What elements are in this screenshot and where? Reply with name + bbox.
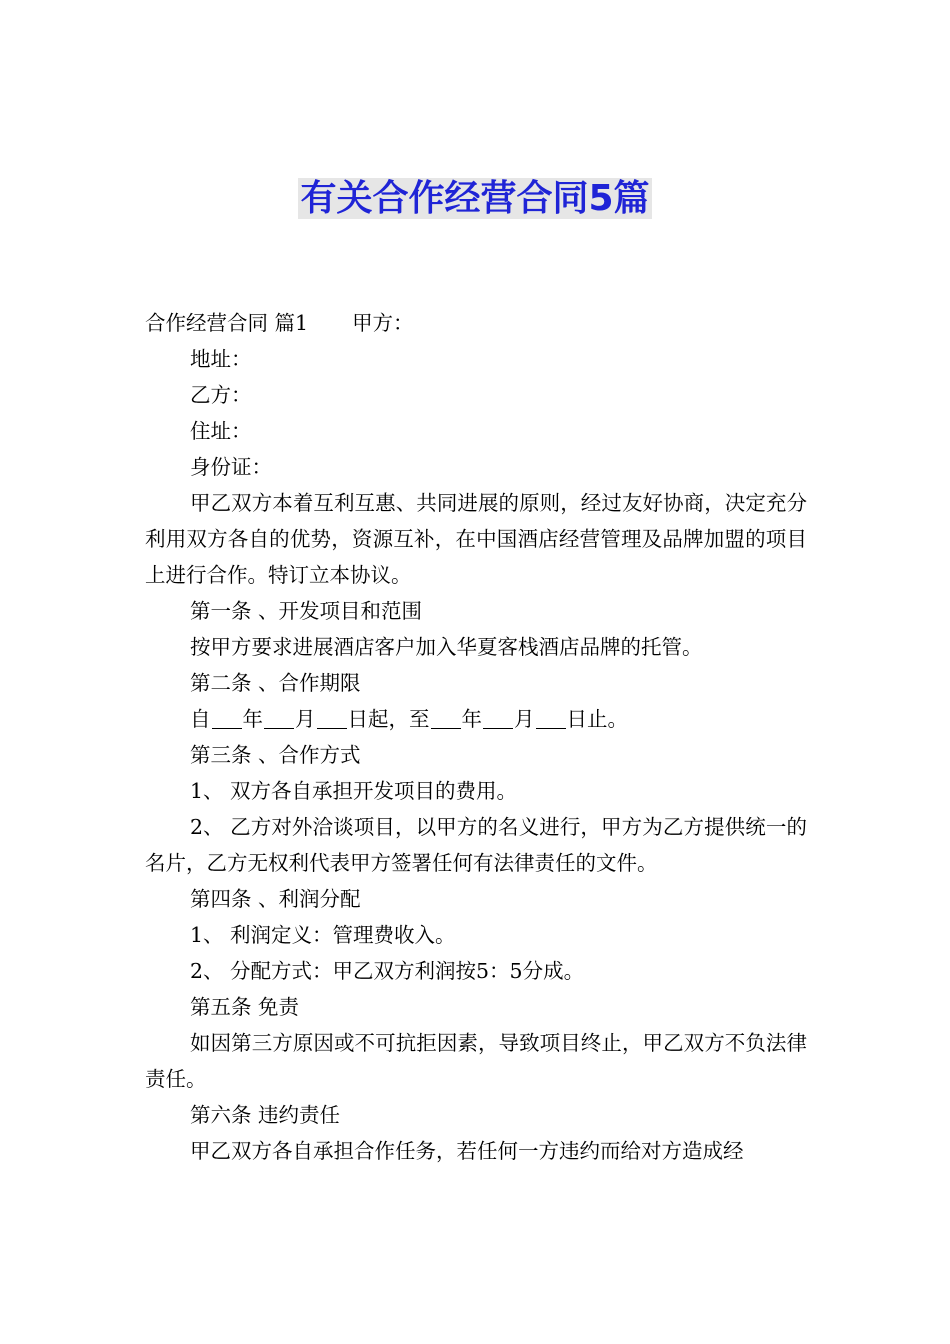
section-heading-line [145, 305, 807, 341]
item-text: 分配方式：甲乙双方利润按5：5分成。 [230, 959, 585, 983]
item-text: 利润定义：管理费收入。 [230, 923, 456, 947]
article-2-period [145, 701, 807, 737]
document-title-text: 有关合作经营合同5篇 [300, 178, 650, 219]
intro-paragraph: 甲乙双方本着互利互惠、共同进展的原则，经过友好协商，决定充分利用双方各自的优势，资源互补，在中国酒店经营管理及品牌加盟的项目上进行合作。特订立本协议。 [145, 491, 807, 587]
blank-line [317, 708, 347, 730]
blank-line [212, 708, 242, 730]
article-3-item-2 [145, 809, 807, 881]
item-text: 双方各自承担开发项目的费用。 [230, 779, 517, 803]
blank-line [431, 708, 461, 730]
period-text: 年 [461, 707, 482, 731]
item-number: 1、 [190, 923, 224, 947]
address-field: 地址： [190, 347, 252, 371]
party-b-field: 乙方： [190, 383, 252, 407]
article-2-title: 第二条 、合作期限 [190, 671, 361, 695]
blank-line [264, 708, 294, 730]
article-6-title: 第六条 违约责任 [190, 1103, 341, 1127]
article-3-title: 第三条 、合作方式 [190, 743, 361, 767]
period-text: 日起，至 [347, 707, 430, 731]
period-text: 日止。 [566, 707, 628, 731]
period-text: 年 [242, 707, 263, 731]
article-4-item-1 [145, 917, 807, 953]
document-body [145, 305, 807, 1169]
article-5-text: 如因第三方原因或不可抗拒因素，导致项目终止，甲乙双方不负法律责任。 [145, 1031, 807, 1091]
period-text: 月 [514, 707, 535, 731]
article-4-item-2 [145, 953, 807, 989]
party-a-label: 甲方： [352, 311, 414, 335]
article-3-item-1 [145, 773, 807, 809]
document-title [0, 176, 950, 222]
section-label: 合作经营合同 篇1 [145, 311, 309, 335]
id-card-field: 身份证： [190, 455, 272, 479]
period-text: 自 [190, 707, 211, 731]
article-5-title: 第五条 免责 [190, 995, 300, 1019]
article-4-title: 第四条 、利润分配 [190, 887, 361, 911]
residence-field: 住址： [190, 419, 252, 443]
item-number: 1、 [190, 779, 224, 803]
item-number: 2、 [190, 959, 224, 983]
item-text: 乙方对外洽谈项目，以甲方的名义进行，甲方为乙方提供统一的名片，乙方无权利代表甲方签署任何有法律责任的文件。 [145, 815, 807, 875]
article-6-text: 甲乙双方各自承担合作任务，若任何一方违约而给对方造成经 [190, 1139, 744, 1163]
blank-line [483, 708, 513, 730]
blank-line [536, 708, 566, 730]
period-text: 月 [295, 707, 316, 731]
item-number: 2、 [190, 815, 224, 839]
article-1-title: 第一条 、开发项目和范围 [190, 599, 423, 623]
article-1-text: 按甲方要求进展酒店客户加入华夏客栈酒店品牌的托管。 [190, 635, 703, 659]
